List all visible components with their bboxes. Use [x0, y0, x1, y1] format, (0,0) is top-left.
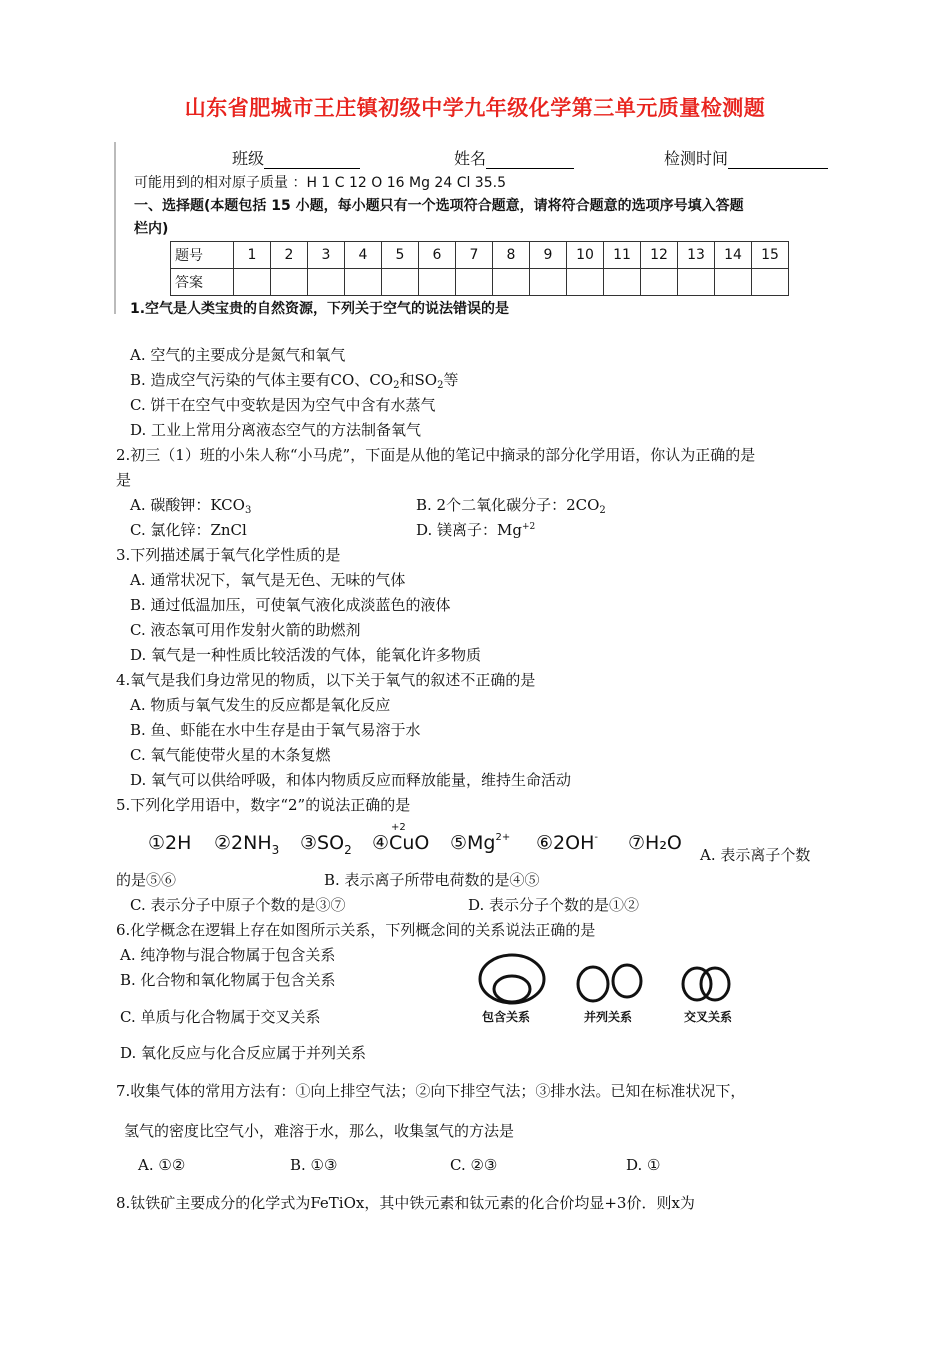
atomic-mass-line: 可能用到的相对原子质量 ：H 1 C 12 O 16 Mg 24 Cl 35.5 [134, 175, 506, 191]
answer-cell[interactable] [567, 269, 604, 296]
class-field [232, 146, 360, 169]
q3-option-b: B. 通过低温加压，可使氧气液化成淡蓝色的液体 [130, 596, 451, 614]
answer-cell[interactable] [345, 269, 382, 296]
table-cell: 12 [641, 242, 678, 269]
formula-6: ⑥2OH- [536, 832, 598, 854]
relation-diagram [470, 952, 760, 1008]
q1-stem: 1.空气是人类宝贵的自然资源，下列关于空气的说法错误的是 [130, 301, 510, 317]
answer-cell[interactable] [641, 269, 678, 296]
row-label: 题号 [171, 242, 234, 269]
q7-option-d: D. ① [626, 1156, 661, 1174]
q3-stem: 3.下列描述属于氧气化学性质的是 [116, 546, 341, 564]
parallel-label: 并列关系 [584, 1010, 633, 1024]
answer-cell[interactable] [715, 269, 752, 296]
q2-option-c: C. 氯化锌：ZnCl [130, 521, 247, 539]
q2-option-b: B. 2个二氧化碳分子：$2CO_2$ [416, 496, 606, 516]
q5-option-a-cont: 的是⑤⑥ [116, 871, 177, 889]
q5-option-c: C. 表示分子中原子个数的是③⑦ [130, 896, 346, 914]
answer-cell[interactable] [382, 269, 419, 296]
q2-option-a: A. 碳酸钾：$KCO_3$ [130, 496, 252, 516]
formula-4: ④ +2 CuO [372, 822, 430, 854]
inclusion-label: 包含关系 [482, 1010, 531, 1024]
q1-option-b: B. 造成空气污染的气体主要有CO、$CO_2$和$SO_2$等 [130, 371, 459, 391]
inclusion-diagram [480, 955, 544, 1003]
intersection-diagram [683, 968, 729, 1000]
table-cell: 13 [678, 242, 715, 269]
time-label: 检测时间 [664, 149, 729, 168]
formula-7: ⑦H₂O [628, 832, 682, 854]
answer-cell[interactable] [456, 269, 493, 296]
row-label: 答案 [171, 269, 234, 296]
table-cell: 3 [308, 242, 345, 269]
section1-instructions: 一、选择题(本题包括 15 小题，每小题只有一个选项符合题意，请将符合题意的选项序号填入答题 [134, 198, 744, 214]
table-cell: 15 [752, 242, 789, 269]
formula-1: ①2H [148, 832, 192, 854]
q2-option-d: D. 镁离子：$Mg^{+2}$ [416, 521, 536, 539]
q5-option-d: D. 表示分子个数的是①② [468, 896, 640, 914]
q4-option-b: B. 鱼、虾能在水中生存是由于氧气易溶于水 [130, 721, 421, 739]
q7-stem-cont: 氢气的密度比空气小，难溶于水，那么，收集氢气的方法是 [124, 1122, 515, 1140]
q3-option-a: A. 通常状况下，氧气是无色、无味的气体 [130, 571, 406, 589]
q1-option-c: C. 饼干在空气中变软是因为空气中含有水蒸气 [130, 396, 436, 414]
q8-stem: 8.钛铁矿主要成分的化学式为FeTiOx，其中铁元素和钛元素的化合价均显+3价．则x为 [116, 1194, 695, 1212]
parallel-diagram [578, 965, 641, 1001]
page-title: 山东省肥城市王庄镇初级中学九年级化学第三单元质量检测题 [184, 96, 766, 120]
table-cell: 9 [530, 242, 567, 269]
formula-2: $②2NH_3$ [214, 832, 280, 857]
answer-cell[interactable] [308, 269, 345, 296]
q6-option-c: C. 单质与化合物属于交叉关系 [120, 1008, 321, 1026]
table-cell: 2 [271, 242, 308, 269]
table-cell: 6 [419, 242, 456, 269]
q4-option-a: A. 物质与氧气发生的反应都是氧化反应 [130, 696, 391, 714]
question-number-row [171, 242, 789, 269]
q5-option-b: B. 表示离子所带电荷数的是④⑤ [324, 871, 540, 889]
answer-cell[interactable] [678, 269, 715, 296]
q6-option-a: A. 纯净物与混合物属于包含关系 [120, 946, 336, 964]
q1-option-d: D. 工业上常用分离液态空气的方法制备氧气 [130, 421, 422, 439]
table-cell: 4 [345, 242, 382, 269]
name-field [454, 146, 574, 169]
q7-option-b: B. ①③ [290, 1156, 338, 1174]
table-cell: 8 [493, 242, 530, 269]
class-label: 班级 [232, 149, 265, 168]
q2-stem-cont: 是 [116, 471, 132, 489]
answer-cell[interactable] [234, 269, 271, 296]
q6-option-d: D. 氧化反应与化合反应属于并列关系 [120, 1044, 367, 1062]
q4-option-d: D. 氧气可以供给呼吸，和体内物质反应而释放能量，维持生命活动 [130, 771, 572, 789]
section1-instructions-cont: 栏内) [134, 221, 169, 237]
answer-row [171, 269, 789, 296]
q1-option-a: A. 空气的主要成分是氮气和氧气 [130, 346, 346, 364]
time-blank [728, 150, 828, 169]
q5-stem: 5.下列化学用语中，数字“2”的说法正确的是 [116, 796, 411, 814]
q6-option-b: B. 化合物和氧化物属于包含关系 [120, 971, 336, 989]
table-cell: 14 [715, 242, 752, 269]
q5-option-a: A. 表示离子个数 [700, 846, 811, 864]
answer-cell[interactable] [604, 269, 641, 296]
table-cell: 5 [382, 242, 419, 269]
table-cell: 10 [567, 242, 604, 269]
table-cell: 11 [604, 242, 641, 269]
intersection-label: 交叉关系 [684, 1010, 733, 1024]
table-cell: 7 [456, 242, 493, 269]
formula-5: $⑤Mg^{2+}$ [450, 832, 511, 854]
answer-cell[interactable] [752, 269, 789, 296]
q3-option-c: C. 液态氧可用作发射火箭的助燃剂 [130, 621, 361, 639]
q7-option-a: A. ①② [138, 1156, 186, 1174]
time-field [664, 146, 828, 169]
q2-stem: 2.初三（1）班的小朱人称“小马虎”，下面是从他的笔记中摘录的部分化学用语，你认为正确的是 [116, 446, 756, 464]
q3-option-d: D. 氧气是一种性质比较活泼的气体，能氧化许多物质 [130, 646, 482, 664]
scan-margin-divider [114, 142, 116, 314]
class-blank [264, 150, 360, 169]
name-blank [486, 150, 574, 169]
q4-option-c: C. 氧气能使带火星的木条复燃 [130, 746, 331, 764]
answer-cell[interactable] [493, 269, 530, 296]
answer-cell[interactable] [419, 269, 456, 296]
name-label: 姓名 [454, 149, 487, 168]
answer-cell[interactable] [271, 269, 308, 296]
formula-3: $③SO_2$ [300, 832, 352, 857]
table-cell: 1 [234, 242, 271, 269]
q7-stem: 7.收集气体的常用方法有：①向上排空气法；②向下排空气法；③排水法。已知在标准状况下， [116, 1082, 746, 1100]
answer-cell[interactable] [530, 269, 567, 296]
q4-stem: 4.氧气是我们身边常见的物质，以下关于氧气的叙述不正确的是 [116, 671, 536, 689]
q7-option-c: C. ②③ [450, 1156, 498, 1174]
q6-stem: 6.化学概念在逻辑上存在如图所示关系，下列概念间的关系说法正确的是 [116, 921, 596, 939]
answer-table [170, 241, 789, 296]
